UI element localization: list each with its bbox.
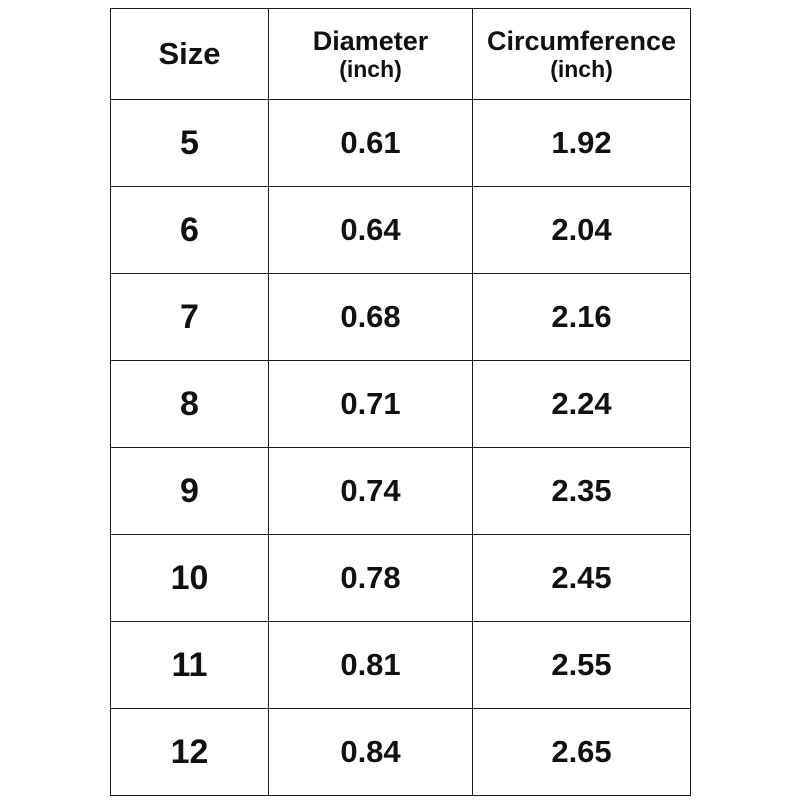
size-chart-container (110, 8, 690, 792)
table-row (111, 100, 691, 187)
table-row (111, 622, 691, 709)
column-header-diameter-unit: (inch) (339, 55, 402, 82)
cell-circumference: 2.35 (473, 448, 691, 535)
table-row (111, 709, 691, 796)
cell-diameter: 0.78 (269, 535, 473, 622)
cell-circumference: 2.16 (473, 274, 691, 361)
cell-size: 12 (111, 709, 269, 796)
column-header-diameter-label: Diameter (312, 25, 429, 56)
table-row (111, 535, 691, 622)
cell-size: 9 (111, 448, 269, 535)
cell-circumference: 2.45 (473, 535, 691, 622)
cell-circumference: 2.55 (473, 622, 691, 709)
cell-size: 6 (111, 187, 269, 274)
column-header-circumference (473, 9, 691, 100)
ring-size-table (110, 8, 691, 796)
cell-diameter: 0.81 (269, 622, 473, 709)
column-header-circumference-label: Circumference (486, 25, 677, 56)
cell-circumference: 2.24 (473, 361, 691, 448)
table-row (111, 361, 691, 448)
table-row (111, 274, 691, 361)
column-header-diameter (269, 9, 473, 100)
column-header-size-label: Size (158, 35, 221, 71)
cell-size: 10 (111, 535, 269, 622)
cell-diameter: 0.68 (269, 274, 473, 361)
cell-diameter: 0.74 (269, 448, 473, 535)
cell-circumference: 1.92 (473, 100, 691, 187)
cell-diameter: 0.84 (269, 709, 473, 796)
cell-diameter: 0.71 (269, 361, 473, 448)
cell-size: 11 (111, 622, 269, 709)
cell-size: 5 (111, 100, 269, 187)
cell-circumference: 2.65 (473, 709, 691, 796)
cell-diameter: 0.64 (269, 187, 473, 274)
cell-diameter: 0.61 (269, 100, 473, 187)
cell-size: 8 (111, 361, 269, 448)
column-header-circumference-unit: (inch) (550, 55, 613, 82)
column-header-size (111, 9, 269, 100)
cell-size: 7 (111, 274, 269, 361)
table-row (111, 448, 691, 535)
table-header-row (111, 9, 691, 100)
table-row (111, 187, 691, 274)
cell-circumference: 2.04 (473, 187, 691, 274)
